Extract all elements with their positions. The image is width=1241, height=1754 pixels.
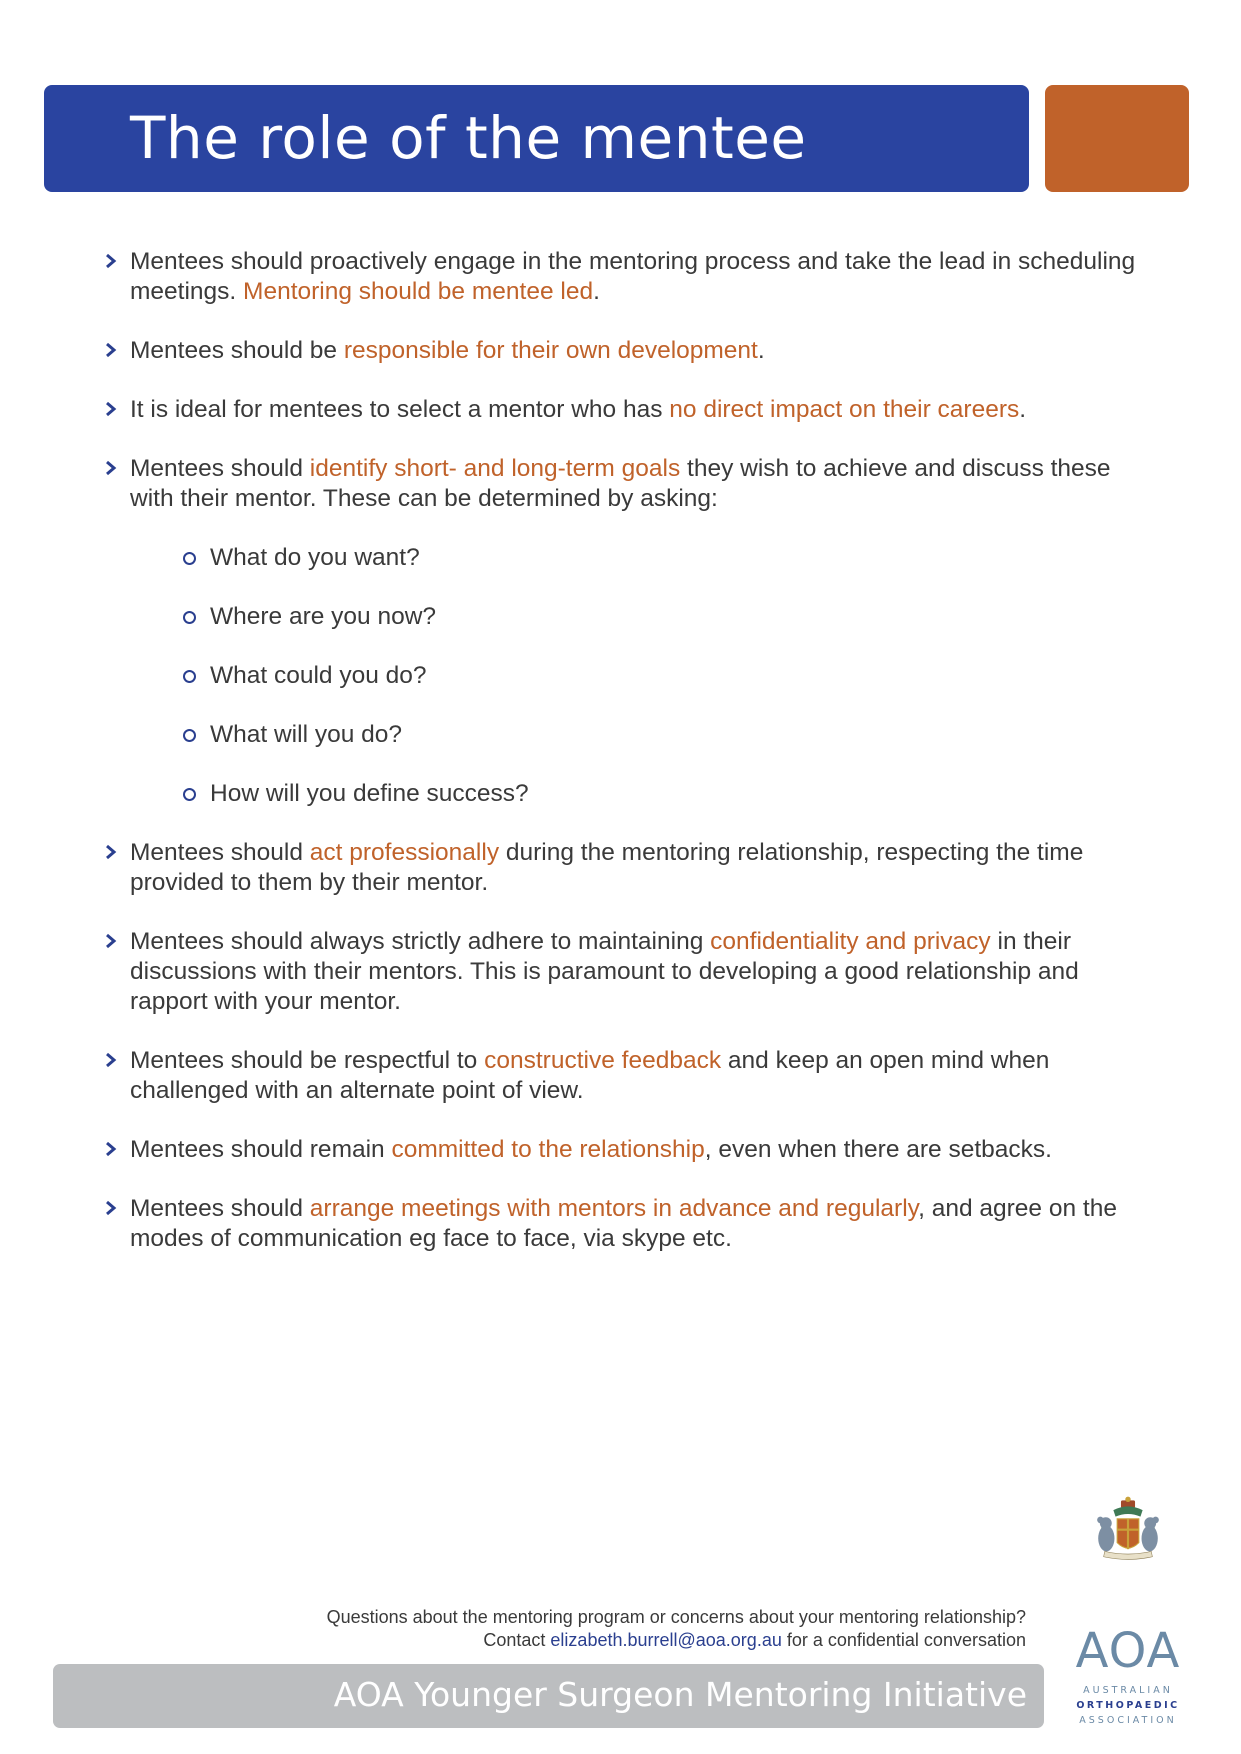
question-text: How will you define success? [210,780,529,807]
bullet-highlight: Mentoring should be mentee led [243,278,594,305]
bullet-text: . [1019,396,1027,423]
chevron-right-icon [101,457,121,479]
bullet-text: Mentees should always strictly adhere to maintaining [130,928,711,955]
contact-email-link[interactable]: elizabeth.burrell@aoa.org.au [550,1630,782,1650]
bullet-item-3 [130,395,1160,425]
chevron-right-icon [101,841,121,863]
bullet-text: It is ideal for mentees to select a mentor who has [130,396,670,423]
bullet-item-1 [130,247,1160,307]
bullet-highlight: constructive feedback [484,1047,722,1074]
bullet-item-8 [130,1135,1160,1165]
bullet-text: , and agree on the modes of communication eg face to face, via skype etc. [130,1195,1117,1252]
bullet-text: Mentees should [130,1195,310,1222]
chevron-right-icon [101,930,121,952]
question-item-2 [210,602,436,632]
bullet-text: Mentees should proactively engage in the mentoring process and take the lead in scheduling meetings. [130,248,1136,305]
question-item-1 [210,543,420,573]
bullet-text: Mentees should be [130,337,344,364]
question-item-4 [210,720,402,750]
bullet-item-2 [130,336,1160,366]
question-item-5 [210,779,529,809]
bullet-text: they wish to achieve and discuss these with their mentor. These can be determined by asking: [130,455,1111,512]
bullet-text: and keep an open mind when challenged with an alternate point of view. [130,1047,1050,1104]
chevron-right-icon [101,1049,121,1071]
circle-bullet-icon [183,788,196,801]
circle-bullet-icon [183,611,196,624]
bullet-text: Mentees should be respectful to [130,1047,485,1074]
bullet-highlight: identify short- and long-term goals [309,455,681,482]
aoa-name-line1: AUSTRALIAN [1083,1685,1173,1696]
contact-question: Questions about the mentoring program or concerns about your mentoring relationship? [326,1607,1026,1627]
bullet-highlight: confidentiality and privacy [710,928,991,955]
bullet-text: during the mentoring relationship, respecting the time provided to them by their mentor. [130,839,1084,896]
footer-banner [53,1664,1044,1728]
aoa-name-line3: ASSOCIATION [1079,1715,1177,1726]
bullet-item-4 [130,454,1160,514]
title-banner [44,85,1029,192]
bullet-item-6 [130,927,1160,1017]
question-text: What will you do? [210,721,403,748]
chevron-right-icon [101,1197,121,1219]
bullet-highlight: no direct impact on their careers [669,396,1020,423]
bullet-text: Mentees should remain [130,1136,392,1163]
bullet-text: in their discussions with their mentors. This is paramount to developing a good relationship and rapport with your mentor. [130,928,1079,1015]
contact-line [327,1629,1026,1652]
bullet-highlight: act professionally [309,839,500,866]
contact-info [327,1606,1026,1652]
circle-bullet-icon [183,552,196,565]
contact-prefix: Contact [483,1630,551,1650]
accent-block [1045,85,1189,192]
bullet-highlight: responsible for their own development [343,337,758,364]
aoa-crest-logo [1063,1495,1193,1625]
circle-bullet-icon [183,670,196,683]
aoa-name-line2: ORTHOPAEDIC [1076,1700,1180,1711]
bullet-text: Mentees should [130,839,310,866]
chevron-right-icon [101,339,121,361]
footer-banner-text: AOA Younger Surgeon Mentoring Initiative [333,1675,1027,1714]
bullet-highlight: arrange meetings with mentors in advance and regularly [309,1195,919,1222]
bullet-item-7 [130,1046,1160,1106]
question-item-3 [210,661,427,691]
aoa-wordmark: AOA [1075,1623,1181,1679]
chevron-right-icon [101,398,121,420]
bullet-item-5 [130,838,1160,898]
circle-bullet-icon [183,729,196,742]
bullet-text: Mentees should [130,455,310,482]
bullet-text: . [757,337,765,364]
bullet-item-9 [130,1194,1160,1254]
question-text: What do you want? [210,544,420,571]
bullet-text: . [593,278,600,305]
contact-suffix: for a confidential conversation [781,1630,1026,1650]
page-title: The role of the mentee [130,104,807,172]
chevron-right-icon [101,250,121,272]
question-text: Where are you now? [210,603,437,630]
chevron-right-icon [101,1138,121,1160]
question-text: What could you do? [210,662,427,689]
bullet-highlight: committed to the relationship [391,1136,705,1163]
bullet-text: , even when there are setbacks. [704,1136,1052,1163]
